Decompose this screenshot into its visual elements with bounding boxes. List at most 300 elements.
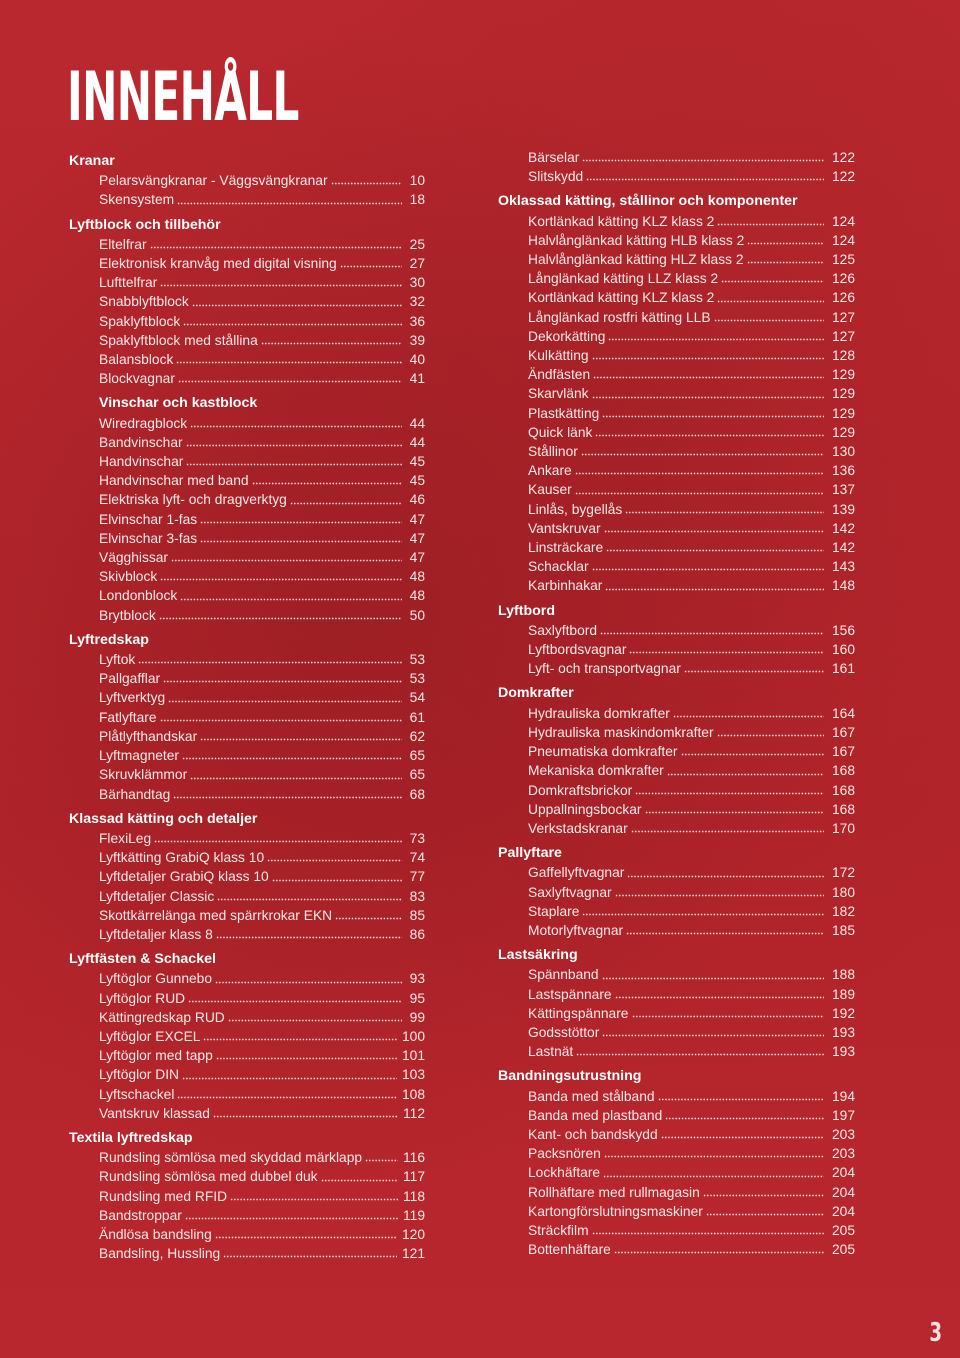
toc-entry-name: Skensystem bbox=[99, 192, 175, 208]
dot-leader bbox=[290, 502, 402, 505]
toc-entry-name: Elvinschar 3-fas bbox=[99, 530, 198, 546]
toc-entry-page: 85 bbox=[409, 907, 425, 923]
toc-entry-name: Lyftöglor RUD bbox=[99, 990, 186, 1006]
toc-entry-name: Balansblock bbox=[99, 352, 174, 368]
toc-entry-page: 83 bbox=[409, 888, 425, 904]
dot-leader bbox=[717, 300, 824, 303]
toc-entry-name: Plåtlyfthandskar bbox=[99, 728, 198, 744]
toc-entry-name: Lyftverktyg bbox=[99, 690, 166, 706]
toc-entry-page: 119 bbox=[403, 1207, 425, 1223]
toc-entry-page: 127 bbox=[831, 309, 855, 325]
toc-entry-page: 167 bbox=[831, 724, 855, 740]
toc-entry bbox=[498, 384, 855, 403]
toc-entry bbox=[69, 235, 425, 254]
dot-leader bbox=[192, 304, 402, 307]
section-heading-domkrafter: Domkrafter bbox=[498, 685, 574, 702]
dot-leader bbox=[614, 1251, 824, 1254]
toc-entry bbox=[69, 1148, 425, 1167]
toc-section bbox=[69, 216, 425, 389]
toc-entry-name: Stållinor bbox=[528, 444, 578, 460]
toc-entry bbox=[69, 529, 425, 548]
toc-entry bbox=[498, 883, 855, 902]
toc-entry bbox=[69, 586, 425, 605]
toc-entry-page: 129 bbox=[831, 405, 855, 421]
toc-entry bbox=[69, 567, 425, 586]
toc-entry-name: Kättingredskap RUD bbox=[99, 1009, 225, 1025]
toc-entry-page: 30 bbox=[409, 275, 425, 291]
dot-leader bbox=[714, 319, 824, 322]
toc-entry-name: Bandsling, Hussling bbox=[99, 1246, 221, 1262]
toc-entry bbox=[69, 1167, 425, 1186]
section-heading-bandningsutrustning: Bandningsutrustning bbox=[498, 1068, 642, 1085]
toc-entry-page: 204 bbox=[831, 1184, 855, 1200]
toc-entry-page: 148 bbox=[831, 578, 855, 594]
toc-entry-page: 47 bbox=[409, 511, 425, 527]
toc-entry-name: Wiredragblock bbox=[99, 415, 188, 431]
dot-leader bbox=[665, 1117, 824, 1120]
toc-entry bbox=[69, 414, 425, 433]
toc-entry bbox=[498, 269, 855, 288]
toc-entry-name: Lyft- och transportvagnar bbox=[528, 661, 681, 677]
toc-entry bbox=[69, 708, 425, 727]
dot-leader bbox=[213, 1115, 398, 1118]
toc-entry-name: Lastnät bbox=[528, 1044, 574, 1060]
dot-leader bbox=[182, 757, 402, 760]
dot-leader bbox=[602, 1034, 824, 1037]
toc-entry-page: 54 bbox=[409, 690, 425, 706]
toc-entry-name: Lyftok bbox=[99, 652, 136, 668]
toc-entry-name: Lyftdetaljer Classic bbox=[99, 888, 215, 904]
toc-entry-page: 205 bbox=[831, 1222, 855, 1238]
dot-leader bbox=[581, 453, 824, 456]
toc-entry-page: 108 bbox=[401, 1086, 425, 1102]
toc-entry bbox=[498, 742, 855, 761]
toc-entry bbox=[69, 273, 425, 292]
toc-entry-page: 46 bbox=[409, 492, 425, 508]
toc-entry-page: 167 bbox=[831, 744, 855, 760]
toc-entry-page: 36 bbox=[409, 313, 425, 329]
toc-entry bbox=[69, 887, 425, 906]
toc-entry-page: 44 bbox=[409, 434, 425, 450]
dot-leader bbox=[625, 511, 824, 514]
toc-entry-name: Elvinschar 1-fas bbox=[99, 511, 198, 527]
dot-leader bbox=[661, 1136, 824, 1139]
toc-entry-page: 126 bbox=[831, 271, 855, 287]
toc-section bbox=[498, 192, 855, 595]
dot-leader bbox=[171, 559, 402, 562]
toc-entry-page: 128 bbox=[831, 348, 855, 364]
toc-entry-name: Fatlyftare bbox=[99, 709, 157, 725]
toc-entry bbox=[498, 640, 855, 659]
toc-left-column bbox=[69, 148, 425, 1269]
dot-leader bbox=[168, 700, 402, 703]
toc-entry-name: Domkraftsbrickor bbox=[528, 782, 633, 798]
toc-entry-page: 188 bbox=[831, 967, 855, 983]
toc-entry-page: 168 bbox=[831, 782, 855, 798]
dot-leader bbox=[608, 338, 824, 341]
section-heading-kranar: Kranar bbox=[69, 153, 115, 169]
toc-entry bbox=[69, 688, 425, 707]
toc-section bbox=[69, 810, 425, 944]
toc-entry-name: Lyftöglor DIN bbox=[99, 1067, 179, 1083]
toc-entry bbox=[498, 1144, 855, 1163]
toc-entry-page: 129 bbox=[831, 386, 855, 402]
toc-entry bbox=[498, 902, 855, 921]
section-heading-textila-lyftredskap: Textila lyftredskap bbox=[69, 1129, 193, 1146]
toc-entry-name: Uppallningsbockar bbox=[528, 801, 642, 817]
toc-entry bbox=[69, 1027, 425, 1046]
toc-entry bbox=[498, 659, 855, 678]
dot-leader bbox=[160, 578, 402, 581]
toc-entry bbox=[498, 519, 855, 538]
section-heading-oklassad-katting-stallinor-och-komponenter: Oklassad kätting, stållinor och komponenter bbox=[498, 193, 798, 210]
dot-leader bbox=[605, 588, 824, 591]
toc-entry bbox=[69, 925, 425, 944]
toc-entry bbox=[69, 1085, 425, 1104]
toc-entry-name: Lyftöglor Gunnebo bbox=[99, 971, 213, 987]
toc-entry-page: 68 bbox=[409, 786, 425, 802]
toc-entry-page: 197 bbox=[831, 1107, 855, 1123]
dot-leader bbox=[600, 632, 824, 635]
dot-leader bbox=[216, 1057, 397, 1060]
toc-entry-page: 45 bbox=[409, 454, 425, 470]
toc-entry bbox=[498, 761, 855, 780]
toc-entry-page: 180 bbox=[831, 884, 855, 900]
toc-section bbox=[498, 946, 855, 1061]
dot-leader bbox=[173, 796, 402, 799]
toc-entry bbox=[498, 921, 855, 940]
toc-entry-page: 126 bbox=[831, 290, 855, 306]
dot-leader bbox=[183, 323, 402, 326]
toc-entry-name: Londonblock bbox=[99, 588, 178, 604]
dot-leader bbox=[160, 719, 402, 722]
toc-entry bbox=[498, 723, 855, 742]
toc-entry-page: 185 bbox=[831, 922, 855, 938]
toc-entry-name: Bottenhäftare bbox=[528, 1242, 611, 1258]
toc-entry-name: Halvlånglänkad kätting HLZ klass 2 bbox=[528, 252, 744, 268]
dot-leader bbox=[615, 996, 824, 999]
toc-entry bbox=[498, 819, 855, 838]
dot-leader bbox=[667, 773, 824, 776]
toc-entry-page: 203 bbox=[831, 1146, 855, 1162]
toc-entry-name: Staplare bbox=[528, 903, 580, 919]
toc-entry-name: Spaklyftblock bbox=[99, 313, 181, 329]
toc-entry bbox=[69, 510, 425, 529]
toc-entry-page: 130 bbox=[831, 444, 855, 460]
toc-entry-name: Banda med stålband bbox=[528, 1088, 655, 1104]
toc-entry bbox=[498, 231, 855, 250]
toc-section bbox=[69, 631, 425, 804]
dot-leader bbox=[217, 898, 402, 901]
toc-entry-page: 86 bbox=[409, 926, 425, 942]
toc-entry-name: Lyftschackel bbox=[99, 1086, 175, 1102]
toc-entry-name: Mekaniska domkrafter bbox=[528, 763, 664, 779]
dot-leader bbox=[604, 530, 824, 533]
dot-leader bbox=[340, 265, 402, 268]
toc-entry-page: 47 bbox=[409, 550, 425, 566]
toc-entry-page: 74 bbox=[409, 850, 425, 866]
dot-leader bbox=[717, 223, 824, 226]
toc-entry-name: Kortlänkad kätting KLZ klass 2 bbox=[528, 290, 715, 306]
toc-entry-name: Kättingspännare bbox=[528, 1005, 629, 1021]
toc-entry-page: 168 bbox=[831, 801, 855, 817]
toc-entry bbox=[498, 863, 855, 882]
toc-entry-page: 48 bbox=[409, 588, 425, 604]
toc-entry-page: 136 bbox=[831, 463, 855, 479]
toc-entry bbox=[69, 727, 425, 746]
toc-entry bbox=[498, 538, 855, 557]
dot-leader bbox=[321, 1179, 398, 1182]
toc-entry-page: 112 bbox=[403, 1105, 425, 1121]
toc-entry bbox=[498, 800, 855, 819]
toc-entry-page: 192 bbox=[831, 1005, 855, 1021]
dot-leader bbox=[223, 1255, 397, 1258]
toc-entry bbox=[498, 148, 855, 167]
toc-entry-name: Kant- och bandskydd bbox=[528, 1126, 658, 1142]
toc-entry-name: Pneumatiska domkrafter bbox=[528, 744, 678, 760]
toc-entry-name: Dekorkätting bbox=[528, 328, 606, 344]
dot-leader bbox=[180, 598, 402, 601]
section-heading-lyftredskap: Lyftredskap bbox=[69, 631, 149, 648]
toc-entry-name: Pallgafflar bbox=[99, 671, 161, 687]
toc-section bbox=[69, 1129, 425, 1263]
toc-entry-page: 142 bbox=[831, 520, 855, 536]
toc-entry-name: Rundsling sömlösa med dubbel duk bbox=[99, 1169, 318, 1185]
toc-entry-name: Elektriska lyft- och dragverktyg bbox=[99, 492, 287, 508]
toc-entry-name: Ändfästen bbox=[528, 367, 591, 383]
toc-entry-page: 127 bbox=[831, 328, 855, 344]
toc-entry-name: Långlänkad kätting LLZ klass 2 bbox=[528, 271, 719, 287]
dot-leader bbox=[603, 1175, 824, 1178]
toc-entry-page: 142 bbox=[831, 540, 855, 556]
toc-entry-page: 125 bbox=[831, 252, 855, 268]
toc-entry bbox=[498, 423, 855, 442]
toc-entry bbox=[498, 442, 855, 461]
toc-entry-page: 193 bbox=[831, 1024, 855, 1040]
dot-leader bbox=[575, 492, 824, 495]
dot-leader bbox=[182, 1077, 397, 1080]
toc-entry-name: Linsträckare bbox=[528, 540, 604, 556]
toc-entry-name: Blockvagnar bbox=[99, 371, 175, 387]
toc-entry-page: 124 bbox=[831, 232, 855, 248]
toc-entry-name: Godsstöttor bbox=[528, 1024, 600, 1040]
toc-entry-name: Rollhäftare med rullmagasin bbox=[528, 1184, 700, 1200]
toc-entry bbox=[498, 212, 855, 231]
page-title: INNEHÅLL bbox=[67, 58, 299, 137]
toc-entry bbox=[498, 480, 855, 499]
dot-leader bbox=[747, 242, 824, 245]
dot-leader bbox=[331, 182, 402, 185]
toc-entry-name: Hydrauliska domkrafter bbox=[528, 705, 670, 721]
toc-entry bbox=[498, 1023, 855, 1042]
toc-entry-name: Snabblyftblock bbox=[99, 294, 189, 310]
toc-entry-name: Lyftdetaljer klass 8 bbox=[99, 926, 213, 942]
toc-entry bbox=[498, 1106, 855, 1125]
toc-entry bbox=[69, 989, 425, 1008]
toc-entry-name: Halvlånglänkad kätting HLB klass 2 bbox=[528, 232, 745, 248]
toc-entry-page: 65 bbox=[409, 767, 425, 783]
toc-entry bbox=[69, 292, 425, 311]
toc-entry bbox=[498, 346, 855, 365]
toc-entry-page: 139 bbox=[831, 501, 855, 517]
toc-entry-page: 27 bbox=[409, 256, 425, 272]
toc-entry bbox=[498, 1125, 855, 1144]
toc-entry bbox=[69, 848, 425, 867]
toc-entry-page: 172 bbox=[831, 865, 855, 881]
toc-entry-name: Kortlänkad kätting KLZ klass 2 bbox=[528, 213, 715, 229]
toc-section bbox=[498, 844, 855, 940]
dot-leader bbox=[203, 1038, 396, 1041]
toc-entry-page: 116 bbox=[403, 1150, 425, 1166]
toc-entry-name: Lyftbordsvagnar bbox=[528, 642, 627, 658]
toc-entry bbox=[498, 327, 855, 346]
toc-entry-page: 39 bbox=[409, 332, 425, 348]
page-number: 3 bbox=[929, 1318, 942, 1348]
toc-entry-name: Elektronisk kranvåg med digital visning bbox=[99, 256, 337, 272]
toc-entry-page: 189 bbox=[831, 986, 855, 1002]
toc-entry bbox=[69, 171, 425, 190]
toc-entry bbox=[69, 867, 425, 886]
toc-entry bbox=[69, 471, 425, 490]
dot-leader bbox=[186, 463, 402, 466]
dot-leader bbox=[627, 875, 824, 878]
dot-leader bbox=[593, 376, 824, 379]
toc-entry-name: Quick länk bbox=[528, 424, 593, 440]
dot-leader bbox=[606, 549, 824, 552]
dot-leader bbox=[200, 521, 402, 524]
toc-entry-name: Eltelfrar bbox=[99, 236, 147, 252]
toc-entry-name: Linlås, bygellås bbox=[528, 501, 623, 517]
toc-section bbox=[69, 394, 425, 624]
toc-entry-page: 47 bbox=[409, 530, 425, 546]
dot-leader bbox=[575, 472, 824, 475]
toc-entry bbox=[498, 1240, 855, 1259]
dot-leader bbox=[615, 894, 824, 897]
dot-leader bbox=[177, 202, 402, 205]
toc-entry-name: Saxlyftvagnar bbox=[528, 884, 612, 900]
dot-leader bbox=[267, 859, 402, 862]
dot-leader bbox=[592, 1232, 824, 1235]
toc-entry-name: Plastkätting bbox=[528, 405, 600, 421]
toc-entry-page: 160 bbox=[831, 642, 855, 658]
toc-entry-name: Spaklyftblock med stållina bbox=[99, 332, 258, 348]
dot-leader bbox=[178, 380, 402, 383]
dot-leader bbox=[200, 738, 402, 741]
toc-entry-name: Sträckfilm bbox=[528, 1222, 589, 1238]
toc-entry bbox=[498, 1202, 855, 1221]
toc-entry-page: 124 bbox=[831, 213, 855, 229]
dot-leader bbox=[177, 1096, 397, 1099]
toc-entry-page: 95 bbox=[409, 990, 425, 1006]
toc-entry-name: Bärhandtag bbox=[99, 786, 171, 802]
dot-leader bbox=[595, 434, 824, 437]
toc-entry bbox=[498, 308, 855, 327]
toc-entry bbox=[69, 1244, 425, 1263]
toc-entry-page: 122 bbox=[831, 150, 855, 165]
dot-leader bbox=[703, 1194, 824, 1197]
toc-entry bbox=[69, 650, 425, 669]
dot-leader bbox=[185, 1217, 398, 1220]
dot-leader bbox=[215, 981, 402, 984]
toc-entry bbox=[69, 433, 425, 452]
toc-entry bbox=[498, 557, 855, 576]
toc-section bbox=[498, 148, 855, 186]
dot-leader bbox=[190, 425, 402, 428]
toc-entry bbox=[69, 746, 425, 765]
toc-entry bbox=[498, 1163, 855, 1182]
dot-leader bbox=[586, 178, 824, 181]
toc-entry-page: 53 bbox=[409, 652, 425, 668]
toc-entry-page: 205 bbox=[831, 1242, 855, 1258]
dot-leader bbox=[717, 734, 824, 737]
dot-leader bbox=[592, 357, 824, 360]
toc-entry-page: 25 bbox=[409, 236, 425, 252]
toc-entry bbox=[69, 969, 425, 988]
toc-entry-name: FlexiLeg bbox=[99, 830, 152, 846]
toc-entry-page: 182 bbox=[831, 903, 855, 919]
toc-entry bbox=[498, 1004, 855, 1023]
toc-entry-name: Lyftöglor EXCEL bbox=[99, 1028, 201, 1044]
toc-entry-name: Lyftmagneter bbox=[99, 748, 180, 764]
toc-entry-page: 18 bbox=[409, 192, 425, 208]
dot-leader bbox=[159, 617, 402, 620]
toc-entry-page: 65 bbox=[409, 748, 425, 764]
toc-entry-name: Karbinhakar bbox=[528, 578, 603, 594]
toc-entry-name: Hydrauliska maskindomkrafter bbox=[528, 724, 714, 740]
toc-entry-name: Lyftkätting GrabiQ klass 10 bbox=[99, 850, 265, 866]
toc-entry-page: 120 bbox=[401, 1226, 425, 1242]
dot-leader bbox=[163, 680, 402, 683]
toc-entry-name: Lufttelfrar bbox=[99, 275, 158, 291]
toc-entry-name: Slitskydd bbox=[528, 169, 584, 185]
toc-entry bbox=[498, 1221, 855, 1240]
toc-entry-name: Bärselar bbox=[528, 150, 580, 165]
toc-entry bbox=[69, 1008, 425, 1027]
dot-leader bbox=[200, 540, 402, 543]
toc-entry-name: Skottkärrelänga med spärrkrokar EKN bbox=[99, 907, 333, 923]
section-heading-klassad-katting-och-detaljer: Klassad kätting och detaljer bbox=[69, 810, 258, 827]
dot-leader bbox=[272, 879, 402, 882]
toc-entry-name: Ändlösa bandsling bbox=[99, 1226, 212, 1242]
dot-leader bbox=[582, 159, 824, 162]
toc-entry-page: 168 bbox=[831, 763, 855, 779]
dot-leader bbox=[365, 1159, 398, 1162]
toc-right-column bbox=[498, 148, 855, 1265]
toc-entry-page: 99 bbox=[409, 1009, 425, 1025]
toc-entry bbox=[69, 548, 425, 567]
toc-entry-page: 203 bbox=[831, 1126, 855, 1142]
toc-entry-page: 73 bbox=[409, 830, 425, 846]
dot-leader bbox=[592, 396, 824, 399]
toc-entry-name: Brytblock bbox=[99, 607, 156, 623]
toc-entry-name: Gaffellyftvagnar bbox=[528, 865, 625, 881]
dot-leader bbox=[747, 261, 825, 264]
toc-entry bbox=[498, 250, 855, 269]
toc-entry-name: Kartongförslutningsmaskiner bbox=[528, 1203, 703, 1219]
dot-leader bbox=[684, 670, 824, 673]
toc-entry bbox=[69, 312, 425, 331]
toc-entry-page: 118 bbox=[403, 1188, 425, 1204]
toc-entry bbox=[69, 369, 425, 388]
toc-entry bbox=[498, 461, 855, 480]
toc-entry bbox=[69, 606, 425, 625]
toc-entry-page: 48 bbox=[409, 569, 425, 585]
toc-entry bbox=[69, 490, 425, 509]
toc-entry-page: 129 bbox=[831, 367, 855, 383]
toc-entry-page: 204 bbox=[831, 1165, 855, 1181]
dot-leader bbox=[261, 342, 402, 345]
toc-entry-page: 40 bbox=[409, 352, 425, 368]
